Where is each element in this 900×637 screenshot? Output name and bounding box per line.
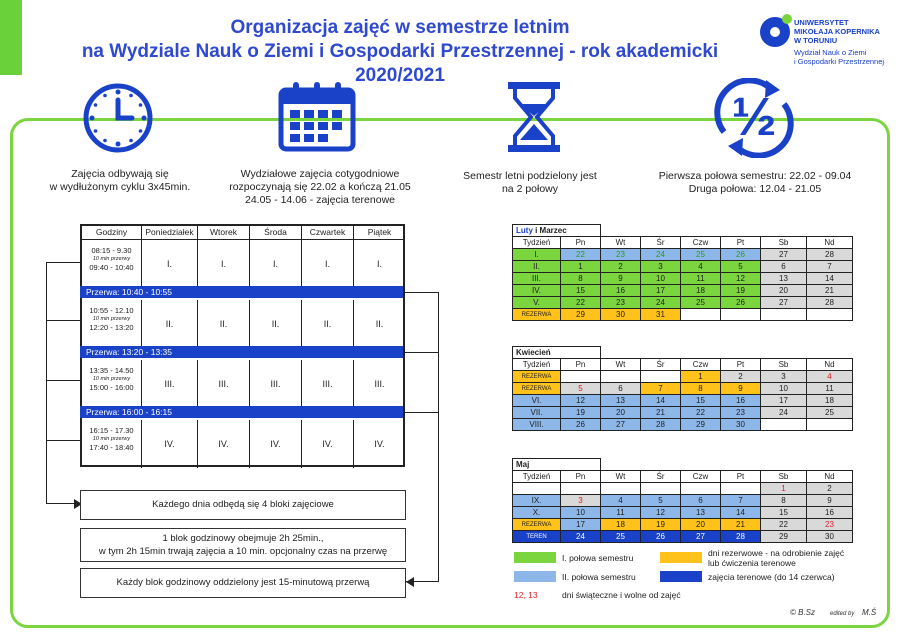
- legend-second-half: II. połowa semestru: [562, 572, 636, 582]
- calendar-may: Maj Tydzień Pn Wt Śr Czw Pt Sb Nd 1 2 IX. 3 4 5 6 7 8 9 X. 10 11 12 13 14 15 16 REZERWA 17 18 19 20 21 22 23 TEREN 24 25 26 27 28 29 30: [512, 458, 853, 543]
- connector-right: [403, 292, 439, 582]
- legend-holiday-nums: 12, 13: [514, 590, 538, 600]
- schedule-block-1: 08:15 - 9.30 10 min przerwy 09:40 - 10:40 I. I. I. I. I.: [82, 240, 403, 288]
- connector-right-tick-3: [403, 412, 439, 413]
- connector-left: [46, 262, 82, 504]
- calendar-apr: Kwiecień Tydzień Pn Wt Śr Czw Pt Sb Nd REZERWA 1 2 3 4 REZERWA 5 6 7 8 9 10 11 VI. 12 13 14 15 16 17 18 VII. 19 20 21 22 23 24 25 VIII. 26 27 28 29 30: [512, 346, 853, 431]
- connector-left-tick-2: [46, 320, 82, 321]
- connector-right-tick-2: [403, 352, 439, 353]
- schedule-block-2: 10:55 - 12.10 10 min przerwy 12:20 - 13:20 II. II. II. II. II.: [82, 300, 403, 348]
- legend-field: zajęcia terenowe (do 14 czerwca): [708, 572, 835, 582]
- university-logo: UNIWERSYTET MIKOŁAJA KOPERNIKA W TORUNIU Wydział Nauk o Ziemi i Gospodarki Przestrzennej: [760, 14, 895, 74]
- schedule-header: [82, 226, 403, 240]
- half-caption: Pierwsza połowa semestru: 22.02 - 09.04 Druga połowa: 12.04 - 21.05: [658, 170, 852, 195]
- logo-dot-icon: [782, 14, 792, 24]
- hourglass-caption: Semestr letni podzielony jest na 2 połowy: [463, 170, 597, 195]
- header-fri: Piątek: [367, 227, 392, 237]
- legend-swatch-second-half: [514, 571, 556, 582]
- header-mon: Poniedziałek: [142, 226, 198, 239]
- legend-swatch-field: [660, 571, 702, 582]
- header-wed: Środa: [250, 226, 302, 239]
- break-bar-3: Przerwa: 16:00 - 16:15: [80, 406, 403, 418]
- half-symbol: ½: [731, 87, 777, 147]
- green-accent-bar: [0, 0, 22, 75]
- legend-reserve: dni rezerwowe - na odrobienie zajęć lub ćwiczenia terenowe: [708, 548, 845, 568]
- header-thu: Czwartek: [302, 226, 354, 239]
- note-block-length: 1 blok godzinowy obejmuje 2h 25min., w tym 2h 15min trwają zajęcia a 10 min. opcjonalny czas na przerwę: [80, 528, 406, 562]
- header-tue: Wtorek: [198, 226, 250, 239]
- header-hours: Godziny: [82, 226, 142, 239]
- signature-author: © B.Sz: [790, 608, 816, 617]
- signature-edited-by: edited by: [830, 611, 855, 617]
- calendar-icon: [278, 80, 356, 152]
- note-break-between: Każdy blok godzinowy oddzielony jest 15-minutową przerwą: [80, 568, 406, 598]
- legend-first-half: I. połowa semestru: [562, 553, 634, 563]
- arrow-head-right-icon: [406, 577, 414, 587]
- legend-swatch-reserve: [660, 552, 702, 563]
- hourglass-icon: [506, 80, 562, 154]
- page-title: Organizacja zajęć w semestrze letnim na Wydziale Nauk o Ziemi i Gospodarki Przestrzennej - rok akademicki 2020/2021: [81, 17, 719, 86]
- break-bar-1: Przerwa: 10:40 - 10:55: [80, 286, 403, 298]
- connector-left-tick-3: [46, 380, 82, 381]
- schedule-block-4: 16:15 - 17.30 10 min przerwy 17:40 - 18:40 IV. IV. IV. IV. IV.: [82, 420, 403, 468]
- signature-editor: M.Ś: [862, 608, 877, 617]
- clock-caption: Zajęcia odbywają się w wydłużonym cyklu 3x45min.: [49, 168, 191, 193]
- schedule-block-3: 13:35 - 14.50 10 min przerwy 15:00 - 16:00 III. III. III. III. III.: [82, 360, 403, 408]
- note-four-blocks: Każdego dnia odbędą się 4 bloki zajęciowe: [80, 490, 406, 520]
- clock-icon: [82, 82, 154, 154]
- legend-holidays: dni świąteczne i wolne od zajęć: [562, 590, 681, 600]
- connector-left-tick-4: [46, 440, 82, 441]
- legend-swatch-first-half: [514, 552, 556, 563]
- break-bar-2: Przerwa: 13:20 - 13:35: [80, 346, 403, 358]
- calendar-caption: Wydziałowe zajęcia cotygodniowe rozpoczynają się 22.02 a kończą 21.05 24.05 - 14.06 - zajęcia terenowe: [229, 168, 411, 206]
- calendar-feb-mar: Luty i Marzec Tydzień Pn Wt Śr Czw Pt Sb Nd I. 22 23 24 25 26 27 28 II. 1 2 3 4 5 6 7 III. 8 9 10 11 12 13 14 IV. 15 16 17 18 19 20 21 V. 22 23 24 25 26 27 28 REZERWA 29 30 31: [512, 224, 853, 321]
